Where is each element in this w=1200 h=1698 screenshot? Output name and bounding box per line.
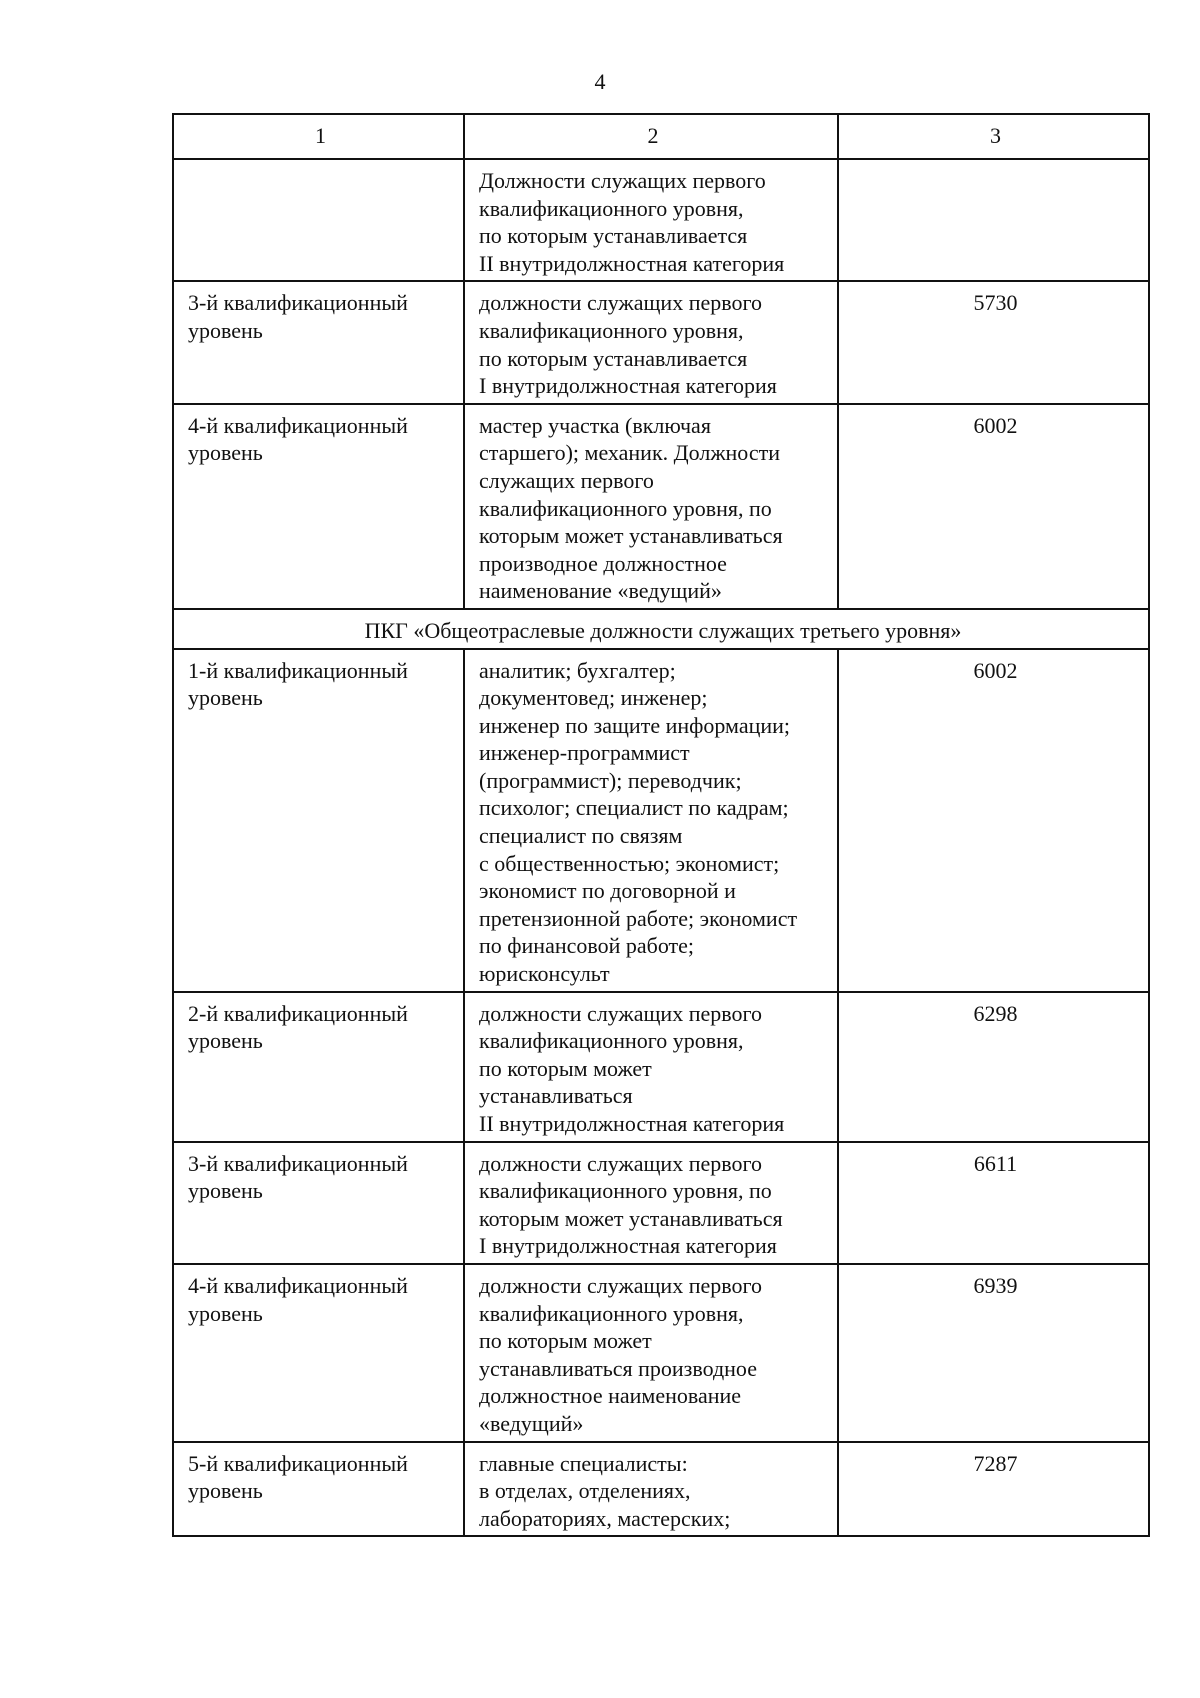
table-row <box>173 1142 1149 1264</box>
positions-cell-line: психолог; специалист по кадрам; <box>479 795 789 821</box>
qualification-level-cell <box>173 1142 464 1264</box>
positions-cell-line: юрисконсульт <box>479 961 610 987</box>
positions-cell-line: с общественностью; экономист; <box>479 850 780 876</box>
section-title: ПКГ «Общеотраслевые должности служащих третьего уровня» <box>173 609 1149 649</box>
qualification-level-cell-line: 2-й квалификационный <box>188 1000 408 1026</box>
salary-cell: 6298 <box>838 992 1149 1142</box>
qualification-level-cell <box>173 992 464 1142</box>
section-header-row <box>173 609 1149 649</box>
positions-cell-line: II внутридолжностная категория <box>479 250 785 276</box>
salary-cell: 6611 <box>838 1142 1149 1264</box>
salary-cell: 6939 <box>838 1264 1149 1442</box>
qualification-level-cell-line: уровень <box>188 1178 263 1204</box>
positions-cell-line: устанавливаться <box>479 1083 633 1109</box>
qualification-level-cell-line: 3-й квалификационный <box>188 1150 408 1176</box>
positions-cell-line: должности служащих первого <box>479 1000 762 1026</box>
positions-cell-line: (программист); переводчик; <box>479 767 742 793</box>
positions-cell-line: должности служащих первого <box>479 1150 762 1176</box>
salary-cell <box>838 159 1149 281</box>
positions-cell-line: должностное наименование <box>479 1383 742 1409</box>
positions-cell-line: квалификационного уровня, по <box>479 1178 772 1204</box>
qualification-level-cell <box>173 649 464 992</box>
positions-cell <box>464 1442 838 1537</box>
positions-cell-line: «ведущий» <box>479 1410 584 1436</box>
qualification-level-cell-line: 4-й квалификационный <box>188 1272 408 1298</box>
positions-cell <box>464 649 838 992</box>
positions-cell-line: II внутридолжностная категория <box>479 1111 785 1136</box>
positions-cell-line: квалификационного уровня, <box>479 195 744 221</box>
table-row <box>173 992 1149 1142</box>
salary-cell: 6002 <box>838 404 1149 609</box>
positions-cell-line: специалист по связям <box>479 823 683 849</box>
positions-cell-line: квалификационного уровня, по <box>479 495 772 521</box>
table-header-row <box>173 114 1149 159</box>
qualification-level-cell <box>173 404 464 609</box>
positions-cell-line: по которым может <box>479 1055 652 1081</box>
positions-cell-line: производное должностное <box>479 550 727 576</box>
positions-cell-line: которым может устанавливаться <box>479 523 783 549</box>
table-row <box>173 159 1149 281</box>
column-number-2: 2 <box>464 114 838 159</box>
column-number-3: 3 <box>838 114 1149 159</box>
positions-cell-line: по которым устанавливается <box>479 345 748 371</box>
positions-cell-line: аналитик; бухгалтер; <box>479 657 676 683</box>
table-row <box>173 281 1149 403</box>
qualification-level-cell-line: уровень <box>188 685 263 711</box>
positions-cell-line: по которым устанавливается <box>479 223 748 249</box>
positions-cell-line: квалификационного уровня, <box>479 1028 744 1054</box>
qualification-level-cell <box>173 281 464 403</box>
positions-cell-line: претензионной работе; экономист <box>479 905 798 931</box>
positions-cell <box>464 992 838 1142</box>
qualification-level-cell-line: уровень <box>188 1478 263 1504</box>
positions-cell-line: квалификационного уровня, <box>479 1300 744 1326</box>
salary-cell: 7287 <box>838 1442 1149 1537</box>
positions-cell-line: квалификационного уровня, <box>479 317 744 343</box>
positions-cell-line: I внутридолжностная категория <box>479 1233 777 1259</box>
table-row <box>173 404 1149 609</box>
positions-cell <box>464 281 838 403</box>
qualification-level-cell-line: уровень <box>188 1300 263 1326</box>
table-body <box>173 114 1149 1536</box>
qualification-level-cell-line: 4-й квалификационный <box>188 412 408 438</box>
positions-cell <box>464 1264 838 1442</box>
qualification-level-cell <box>173 1264 464 1442</box>
positions-cell <box>464 404 838 609</box>
positions-cell <box>464 159 838 281</box>
qualification-level-cell-line: 3-й квалификационный <box>188 290 408 316</box>
qualification-level-cell-line: 5-й квалификационный <box>188 1450 408 1476</box>
positions-cell-line: по финансовой работе; <box>479 933 695 959</box>
qualification-salary-table <box>172 113 1150 1537</box>
column-number-1: 1 <box>173 114 464 159</box>
page-number: 4 <box>594 69 606 94</box>
positions-cell-line: которым может устанавливаться <box>479 1205 783 1231</box>
table-row <box>173 649 1149 992</box>
positions-cell-line: наименование «ведущий» <box>479 578 722 604</box>
table-row <box>173 1264 1149 1442</box>
salary-cell: 5730 <box>838 281 1149 403</box>
qualification-level-cell-line: уровень <box>188 1028 263 1054</box>
positions-cell-line: лабораториях, мастерских; <box>479 1505 731 1531</box>
positions-cell-line: по которым может <box>479 1328 652 1354</box>
positions-cell <box>464 1142 838 1264</box>
positions-cell-line: инженер-программист <box>479 740 690 766</box>
positions-cell-line: должности служащих первого <box>479 290 762 316</box>
positions-cell-line: I внутридолжностная категория <box>479 373 777 399</box>
table-row <box>173 1442 1149 1537</box>
positions-cell-line: экономист по договорной и <box>479 878 736 904</box>
positions-cell-line: в отделах, отделениях, <box>479 1478 691 1504</box>
positions-cell-line: Должности служащих первого <box>479 168 766 193</box>
qualification-level-cell <box>173 1442 464 1537</box>
qualification-level-cell-line: уровень <box>188 440 263 466</box>
positions-cell-line: главные специалисты: <box>479 1450 688 1476</box>
qualification-level-cell <box>173 159 464 281</box>
positions-cell-line: должности служащих первого <box>479 1272 762 1298</box>
positions-cell-line: инженер по защите информации; <box>479 712 791 738</box>
salary-cell: 6002 <box>838 649 1149 992</box>
positions-cell-line: устанавливаться производное <box>479 1355 757 1381</box>
positions-cell-line: мастер участка (включая <box>479 412 711 438</box>
qualification-level-cell-line: уровень <box>188 317 263 343</box>
positions-cell-line: документовед; инженер; <box>479 685 708 711</box>
positions-cell-line: старшего); механик. Должности <box>479 440 781 466</box>
positions-cell-line: служащих первого <box>479 467 654 493</box>
qualification-level-cell-line: 1-й квалификационный <box>188 657 408 683</box>
